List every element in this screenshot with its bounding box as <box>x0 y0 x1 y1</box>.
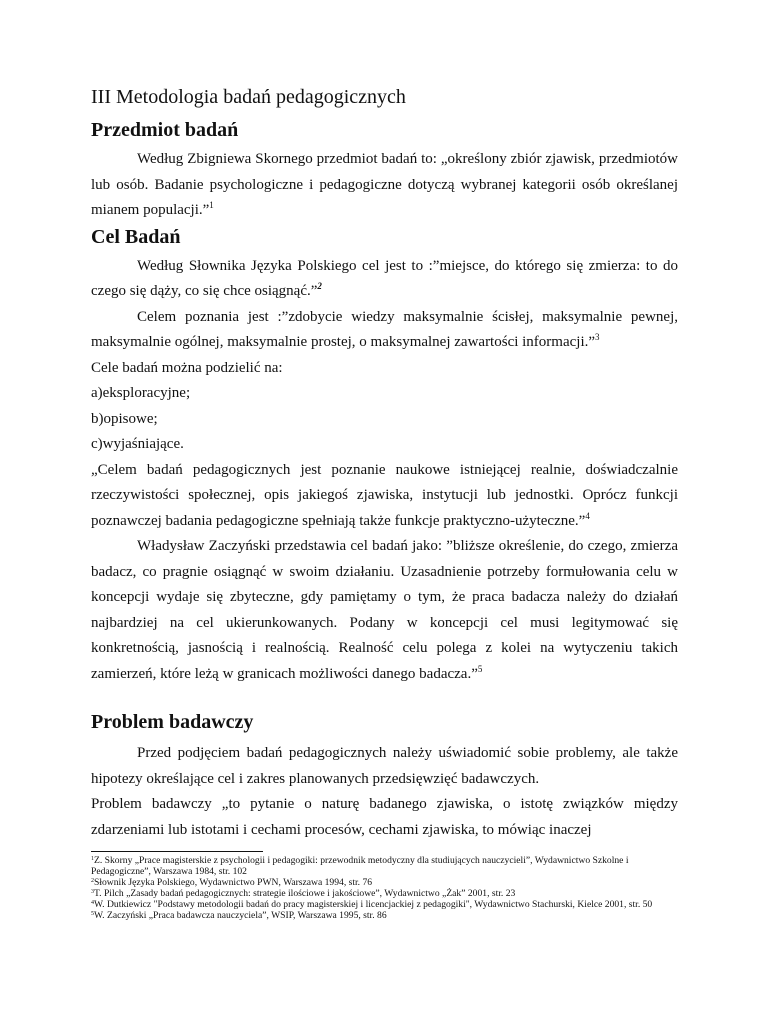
footnote-ref-5: 5 <box>477 663 483 674</box>
paragraph-text: Celem poznania jest :”zdobycie wiedzy maksymalnie ścisłej, maksymalnie pewnej, maksymalnie ogólnej, maksymalnie prostej, o maksymalnej zawartości informacji.” <box>91 308 678 350</box>
paragraph-cel-1 <box>91 254 678 305</box>
section-heading-cel: Cel Badań <box>91 225 181 248</box>
document-page <box>91 84 678 843</box>
footnote-text: T. Pilch „Zasady badań pedagogicznych: strategie ilościowe i jakościowe”, Wydawnictwo „Żak” 2001, str. 23 <box>94 888 516 899</box>
footnote-text: Słownik Języka Polskiego, Wydawnictwo PWN, Warszawa 1994, str. 76 <box>94 877 373 888</box>
paragraph-cel-2 <box>91 305 678 356</box>
paragraph-cel-3: Cele badań można podzielić na: <box>91 359 283 376</box>
chapter-title: III Metodologia badań pedagogicznych <box>91 86 406 108</box>
footnote-ref-1: 1 <box>209 200 214 210</box>
footnote-2 <box>91 877 678 888</box>
list-item-a: a)eksploracyjne; <box>91 385 191 401</box>
footnote-number: 5 <box>91 911 94 917</box>
paragraph-text: Według Zbigniewa Skornego przedmiot badań to: „określony zbiór zjawisk, przedmiotów lub osób. Badanie psychologiczne i pedagogiczne dotyczą wybranej kategorii osób określanej mianem populacji.” <box>91 151 678 218</box>
paragraph-text: Według Słownika Języka Polskiego cel jest to :”miejsce, do którego się zmierza: to do czego się dąży, co się chce osiągnąć.” <box>91 257 678 299</box>
footnote-number: 1 <box>91 856 94 862</box>
footnote-ref-4: 4 <box>585 510 590 521</box>
section-heading-problem: Problem badawczy <box>91 711 254 733</box>
paragraph-text: „Celem badań pedagogicznych jest poznanie naukowe istniejącej realnie, doświadczalnie rzeczywistości społecznej, opis jakiegoś zjawiska, instytucji lub jednostki. Oprócz funkcji poznawczej badania pedagogiczne spełniają także funkcje praktyczno-użyteczne.” <box>91 461 678 529</box>
footnote-ref-2: 2 <box>317 281 322 291</box>
paragraph-problem-1: Przed podjęciem badań pedagogicznych należy uświadomić sobie problemy, ale także hipotezy określające cel i zakres planowanych przedsięwzięć badawczych. <box>91 745 678 787</box>
footnote-text: W. Zaczyński „Praca badawcza nauczyciela”, WSIP, Warszawa 1995, str. 86 <box>94 910 387 921</box>
list-item-c: c)wyjaśniające. <box>91 436 184 452</box>
list-item-b: b)opisowe; <box>91 410 158 427</box>
footnote-5 <box>91 910 678 921</box>
paragraph-przedmiot-1 <box>91 147 678 224</box>
footnote-ref-3: 3 <box>595 332 600 342</box>
footnote-1 <box>91 855 678 877</box>
paragraph-problem-2: Problem badawczy „to pytanie o naturę badanego zjawiska, o istotę związków między zdarzeniami lub istotami i cechami procesów, cechami zjawiska, to mówiąc inaczej <box>91 796 678 838</box>
paragraph-cel-4 <box>91 458 678 535</box>
footnote-text: W. Dutkiewicz "Podstawy metodologii badań do pracy magisterskiej i licencjackiej z pedagogiki", Wydawnictwo Stachurski, Kielce 2001, str. 50 <box>94 899 653 910</box>
section-heading-przedmiot: Przedmiot badań <box>91 119 239 141</box>
footnotes <box>91 855 678 921</box>
paragraph-cel-5 <box>91 534 678 687</box>
footnote-text: Z. Skorny „Prace magisterskie z psychologii i pedagogiki: przewodnik metodyczny dla studiujących nauczycieli”, Wydawnictwo Szkolne i Pedagogiczne”, Warszawa 1984, str. 102 <box>91 855 629 877</box>
footnote-number: 4 <box>91 900 94 906</box>
footnote-divider <box>91 851 263 852</box>
footnote-4 <box>91 899 678 910</box>
footnote-number: 3 <box>91 889 94 895</box>
footnote-number: 2 <box>91 878 94 884</box>
footnote-3 <box>91 888 678 899</box>
paragraph-text: Władysław Zaczyński przedstawia cel badań jako: ”bliższe określenie, do czego, zmierza badacz, co pragnie osiągnąć w swoim działaniu. Uzasadnienie potrzeby formułowania celu w koncepcji wydaje się zbyteczne, gdy pamiętamy o tym, że praca badacza należy do działań najbardziej na cel ukierunkowanych. Podany w koncepcji cel musi legitymować się konkretnością, jasnością i realnością. Realność celu polega z kolei na wytyczeniu takich zamierzeń, które leżą w granicach możliwości danego badacza.” <box>91 538 678 682</box>
